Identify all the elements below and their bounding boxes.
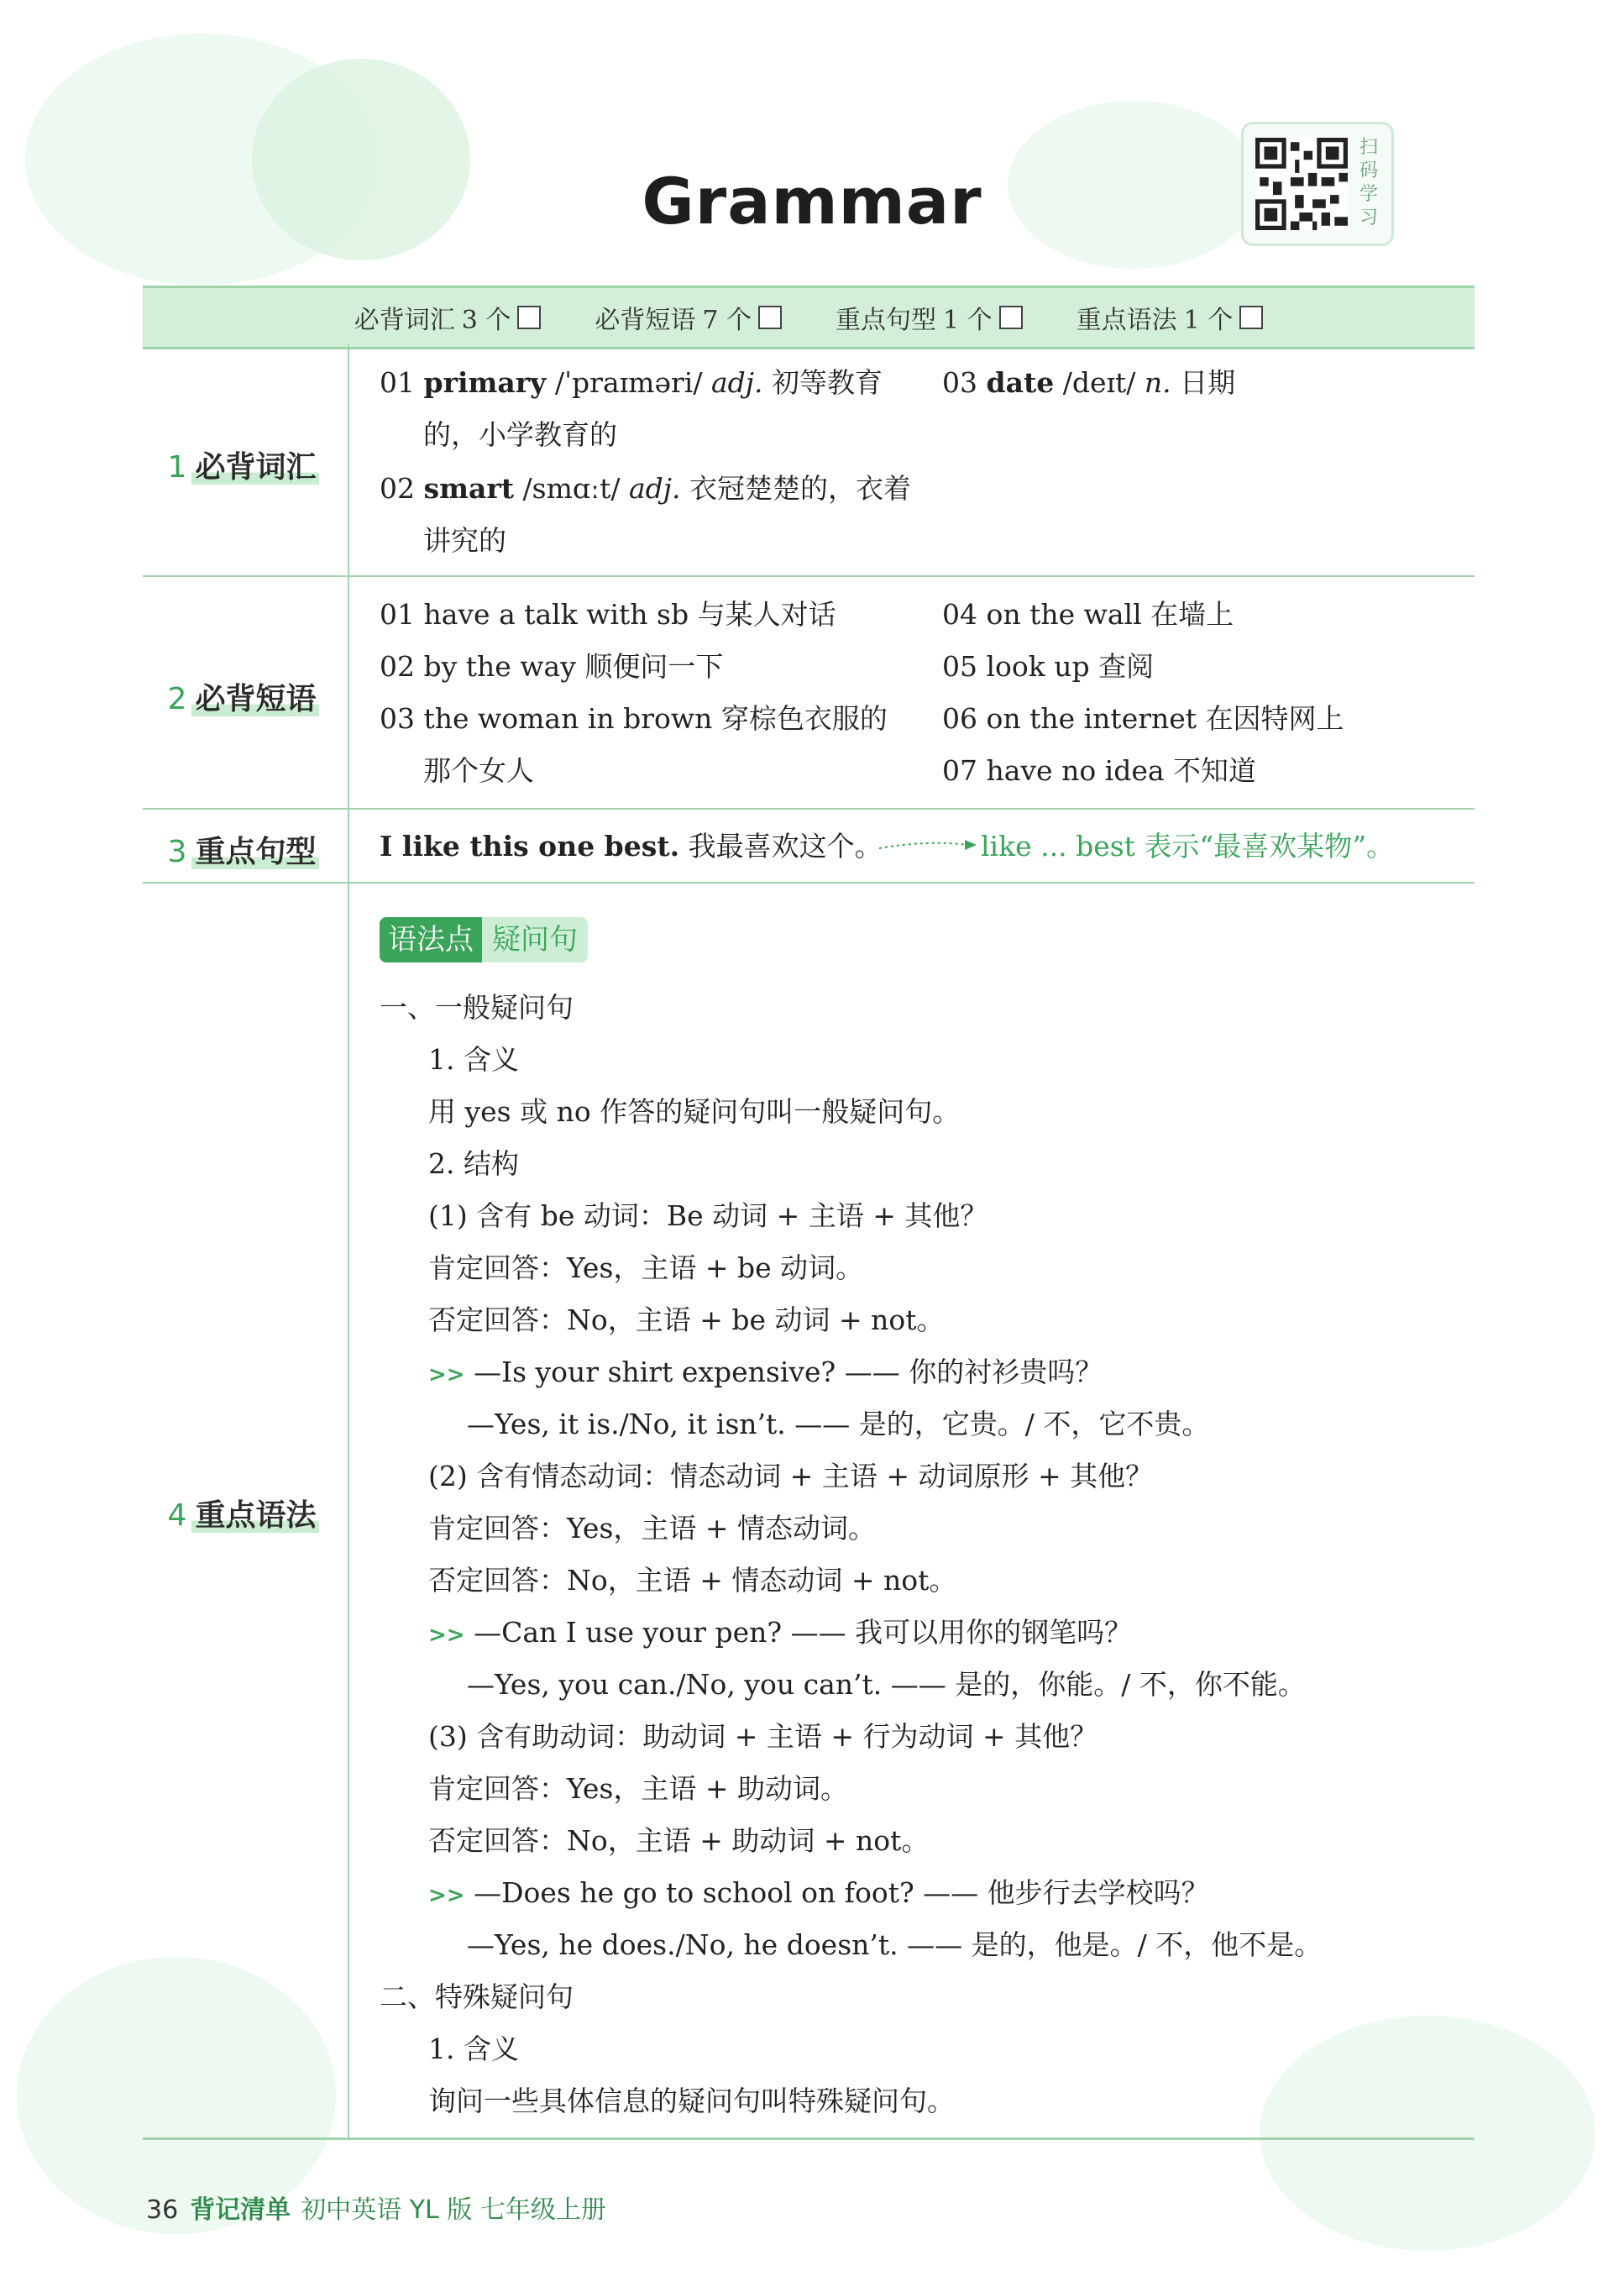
grammar-heading: 二、特殊疑问句 [380, 1980, 574, 2013]
grammar-heading: 一、一般疑问句 [380, 991, 574, 1024]
key-sentence [380, 830, 883, 863]
page-number: 36 [146, 2195, 179, 2225]
phrase-item: 01 have a talk with sb 与某人对话 [380, 598, 836, 631]
summary-item [836, 299, 1023, 336]
grammar-tag-label: 语法点 [380, 917, 482, 962]
example-marker-icon: >> [428, 1883, 465, 1908]
qr-label-char: 习 [1359, 207, 1378, 228]
vocab-meaning: 日期 [1180, 366, 1236, 399]
section-label-vocab [143, 443, 344, 486]
summary-count: 1 个 [943, 306, 993, 335]
vocab-item [380, 472, 911, 506]
summary-count: 1 个 [1183, 306, 1234, 335]
section-title: 必背词汇 [191, 450, 319, 485]
phrase-item: 02 by the way 顺便问一下 [380, 650, 724, 683]
grammar-example-answer: —Yes, he does./No, he doesn’t. —— 是的，他是。/ 不，他不是。 [467, 1928, 1323, 1961]
footer-divider [143, 2137, 1475, 2140]
qr-label-char: 扫 [1359, 137, 1378, 158]
dotted-arrow-icon [877, 837, 978, 853]
sentence-note: like ... best 表示“最喜欢某物”。 [981, 830, 1395, 863]
qr-label-char: 学 [1359, 184, 1378, 205]
phrase-item: 04 on the wall 在墙上 [942, 598, 1234, 631]
summary-bar [143, 286, 1475, 349]
summary-item [1077, 299, 1264, 336]
summary-label: 重点句型 [836, 306, 936, 335]
summary-label: 必背词汇 [354, 306, 455, 335]
vocab-item [380, 366, 883, 400]
summary-checkbox[interactable] [999, 306, 1023, 329]
vocab-number: 03 [942, 366, 977, 399]
grammar-text: 肯定回答：Yes，主语 + be 动词。 [428, 1251, 864, 1284]
grammar-text: 肯定回答：Yes，主语 + 情态动词。 [428, 1512, 877, 1545]
phrase-item: 05 look up 查阅 [942, 650, 1155, 683]
vocab-item [942, 366, 1235, 400]
summary-label: 重点语法 [1076, 306, 1177, 335]
background-cloud [1260, 2016, 1595, 2251]
example-text: —Does he go to school on foot? —— 他步行去学校吗？ [474, 1876, 1209, 1909]
qr-label [1356, 136, 1381, 230]
grammar-text: 否定回答：No，主语 + 情态动词 + not。 [428, 1564, 957, 1597]
vocab-meaning: 初等教育 [771, 366, 883, 399]
book-name: 背记清单 [190, 2195, 291, 2225]
grammar-text: (1) 含有 be 动词：Be 动词 + 主语 + 其他？ [428, 1199, 988, 1232]
vocab-pos: adj. [628, 472, 681, 505]
phrase-item: 07 have no idea 不知道 [942, 754, 1257, 787]
vocab-pos: adj. [710, 366, 763, 399]
vocab-phonetic: /deɪt/ [1062, 366, 1136, 399]
vocab-number: 01 [380, 366, 415, 399]
grammar-text: 否定回答：No，主语 + 助动词 + not。 [428, 1824, 930, 1857]
example-marker-icon: >> [428, 1362, 465, 1387]
grammar-subheading: 1. 含义 [428, 2032, 519, 2065]
grammar-text: 否定回答：No，主语 + be 动词 + not。 [428, 1303, 945, 1336]
grammar-subheading: 1. 含义 [428, 1043, 519, 1076]
vocab-phonetic: /smɑːt/ [522, 472, 621, 505]
summary-checkbox[interactable] [517, 306, 541, 329]
section-number: 1 [167, 450, 187, 485]
vocab-meaning-cont: 的，小学教育的 [423, 418, 617, 451]
summary-checkbox[interactable] [758, 306, 782, 329]
section-label-phrases [143, 675, 344, 718]
section-title: 必背短语 [191, 682, 319, 716]
section-title: 重点句型 [191, 835, 319, 869]
summary-count: 7 个 [702, 306, 752, 335]
vocab-pos: n. [1144, 366, 1171, 399]
phrase-item-cont: 那个女人 [423, 754, 534, 787]
grammar-tag-topic: 疑问句 [482, 917, 588, 962]
grammar-text: 肯定回答：Yes，主语 + 助动词。 [428, 1772, 849, 1805]
grammar-text: (2) 含有情态动词：情态动词 + 主语 + 动词原形 + 其他？ [428, 1460, 1154, 1492]
section-number: 4 [167, 1498, 187, 1533]
section-number: 2 [167, 682, 187, 716]
grammar-example-answer: —Yes, you can./No, you can’t. —— 是的，你能。/ 不，你不能。 [467, 1668, 1306, 1701]
phrase-item: 06 on the internet 在因特网上 [942, 702, 1344, 735]
book-subject: 初中英语 YL 版 七年级上册 [301, 2195, 606, 2225]
section-divider [143, 808, 1475, 810]
summary-item [354, 299, 542, 336]
vocab-word: primary [423, 366, 547, 399]
key-sentence-en: I like this one best. [380, 830, 680, 863]
vocab-word: date [986, 366, 1055, 399]
grammar-text: (3) 含有助动词：助动词 + 主语 + 行为动词 + 其他？ [428, 1720, 1098, 1753]
example-marker-icon: >> [428, 1623, 465, 1648]
vocab-phonetic: /ˈpraɪməri/ [554, 366, 703, 399]
grammar-example [428, 1356, 1103, 1392]
grammar-example-answer: —Yes, it is./No, it isn’t. —— 是的，它贵。/ 不，它不贵。 [467, 1408, 1210, 1440]
page-title: Grammar [642, 164, 982, 239]
qr-code-icon [1255, 138, 1348, 230]
vocab-word: smart [423, 472, 515, 505]
vocab-number: 02 [380, 472, 415, 505]
grammar-example [428, 1616, 1132, 1652]
grammar-example [428, 1876, 1209, 1912]
vocab-meaning: 衣冠楚楚的，衣着 [689, 472, 912, 505]
page-footer [146, 2189, 606, 2226]
summary-checkbox[interactable] [1239, 306, 1263, 329]
grammar-point-tag [380, 917, 588, 962]
grammar-text: 询问一些具体信息的疑问句叫特殊疑问句。 [428, 2085, 955, 2117]
section-label-grammar [143, 1492, 344, 1534]
column-divider [348, 344, 349, 2137]
summary-label: 必背短语 [595, 306, 696, 335]
section-divider [143, 575, 1475, 577]
key-sentence-zh: 我最喜欢这个。 [688, 830, 883, 863]
phrase-item: 03 the woman in brown 穿棕色衣服的 [380, 702, 888, 735]
summary-item [595, 299, 782, 336]
example-text: —Can I use your pen? —— 我可以用你的钢笔吗？ [474, 1616, 1133, 1649]
section-divider [143, 882, 1475, 884]
qr-label-char: 码 [1359, 160, 1378, 181]
section-title: 重点语法 [191, 1498, 319, 1533]
grammar-text: 用 yes 或 no 作答的疑问句叫一般疑问句。 [428, 1095, 961, 1128]
grammar-subheading: 2. 结构 [428, 1147, 519, 1180]
vocab-meaning-cont: 讲究的 [423, 524, 506, 557]
qr-code-box[interactable] [1241, 122, 1394, 246]
example-text: —Is your shirt expensive? —— 你的衬衫贵吗？ [474, 1356, 1103, 1388]
section-label-sentence [143, 828, 344, 871]
section-number: 3 [167, 835, 187, 869]
summary-count: 3 个 [461, 306, 511, 335]
